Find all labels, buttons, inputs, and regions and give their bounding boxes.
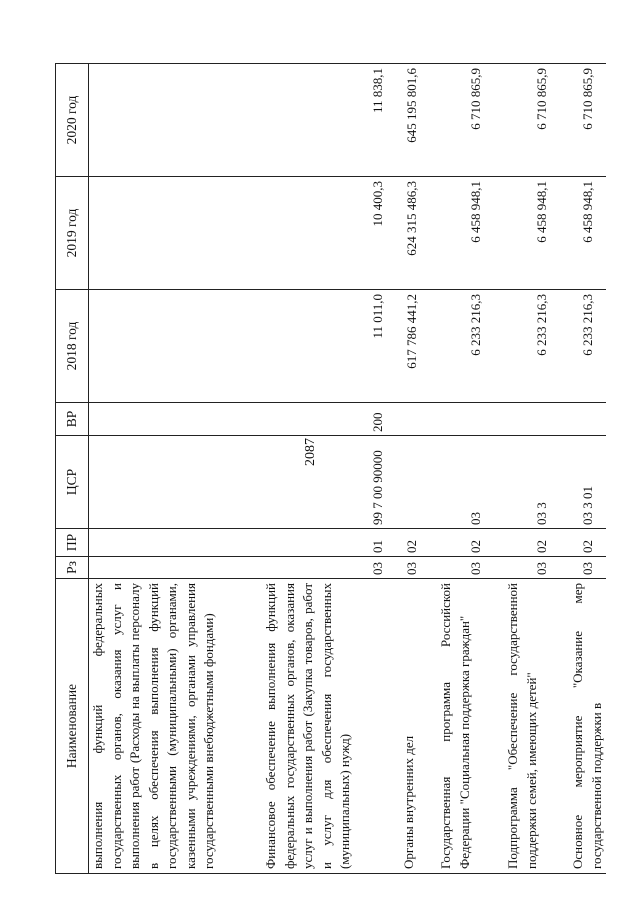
table-row-2020-4: 6 710 865,9 [534, 68, 549, 130]
table-row-2020-5: 6 710 865,9 [580, 68, 595, 130]
header-name: Наименование [56, 579, 89, 874]
table-row-csr-4: 03 3 [534, 502, 549, 525]
table-row-name-2: Органы внутренних дел [401, 735, 416, 869]
pr-column [89, 529, 607, 557]
table-row-name-0: выполнения функций федеральных государственных органов, оказания услуг и выполнения работ (Расходы на выплаты персоналу в целях обеспечения выполнения функций государственными (муниципальными) органами, казенными учреждениями, органами управления государственными внебюджетными фондами) [90, 583, 216, 869]
table-row-vr-1: 200 [370, 412, 385, 432]
y2020-column [89, 64, 607, 177]
rotated-table-container [55, 64, 604, 874]
table-row-2018-1: 11 011,0 [370, 294, 385, 339]
header-vr: ВР [56, 403, 89, 436]
vr-column [89, 403, 607, 436]
header-2019: 2019 год [56, 177, 89, 290]
table-row-2020-1: 11 838,1 [370, 68, 385, 114]
table-row-rz-5: 03 [580, 562, 595, 575]
table-row-2020-3: 6 710 865,9 [468, 68, 483, 130]
table-row-2018-3: 6 233 216,3 [468, 294, 483, 356]
y2019-column [89, 177, 607, 290]
table-row-2019-2: 624 315 486,3 [404, 181, 419, 256]
table-row-2019-5: 6 458 948,1 [580, 181, 595, 243]
name-column [89, 579, 607, 874]
header-2020: 2020 год [56, 64, 89, 177]
rz-column [89, 557, 607, 579]
table-row-rz-1: 03 [370, 562, 385, 575]
table-row-csr-1: 99 7 00 90000 [370, 450, 385, 525]
table-body [89, 64, 607, 874]
table-row-2019-3: 6 458 948,1 [468, 181, 483, 243]
table-row-2020-2: 645 195 801,6 [404, 68, 419, 143]
table-row-2019-1: 10 400,3 [370, 181, 385, 227]
table-row-2019-4: 6 458 948,1 [534, 181, 549, 243]
table-row-2018-2: 617 786 441,2 [404, 294, 419, 369]
page-number: 2087 [303, 438, 318, 466]
y2018-column [89, 290, 607, 403]
table-row-pr-1: 01 [370, 540, 385, 553]
table-row-csr-5: 03 3 01 [580, 486, 595, 525]
header-csr: ЦСР [56, 436, 89, 529]
csr-column [89, 436, 607, 529]
table-row-pr-3: 02 [468, 540, 483, 553]
table-row-pr-5: 02 [580, 540, 595, 553]
table-row-name-5: Основное мероприятие "Оказание мер государственной поддержки в [570, 583, 604, 869]
table-row-2018-4: 6 233 216,3 [534, 294, 549, 356]
budget-table [55, 63, 606, 874]
header-2018: 2018 год [56, 290, 89, 403]
table-row-name-4: Подпрограмма "Обеспечение государственной поддержки семей, имеющих детей" [505, 583, 539, 869]
header-pr: ПР [56, 529, 89, 557]
table-row-rz-4: 03 [534, 562, 549, 575]
header-rz: Рз [56, 557, 89, 579]
table-row-name-3: Государственная программа Российской Федерации "Социальная поддержка граждан" [438, 583, 472, 869]
table-row-name-1: Финансовое обеспечение выполнения функций федеральных государственных органов, оказания услуг и выполнения работ (Закупка товаров, работ и услуг для обеспечения государственных (муниципальных) нужд) [263, 583, 352, 869]
table-row-pr-4: 02 [534, 540, 549, 553]
table-row-pr-2: 02 [404, 540, 419, 553]
table-row-rz-3: 03 [468, 562, 483, 575]
table-row-csr-3: 03 [468, 512, 483, 525]
table-row-2018-5: 6 233 216,3 [580, 294, 595, 356]
table-header-row [56, 64, 89, 874]
table-row-rz-2: 03 [404, 562, 419, 575]
